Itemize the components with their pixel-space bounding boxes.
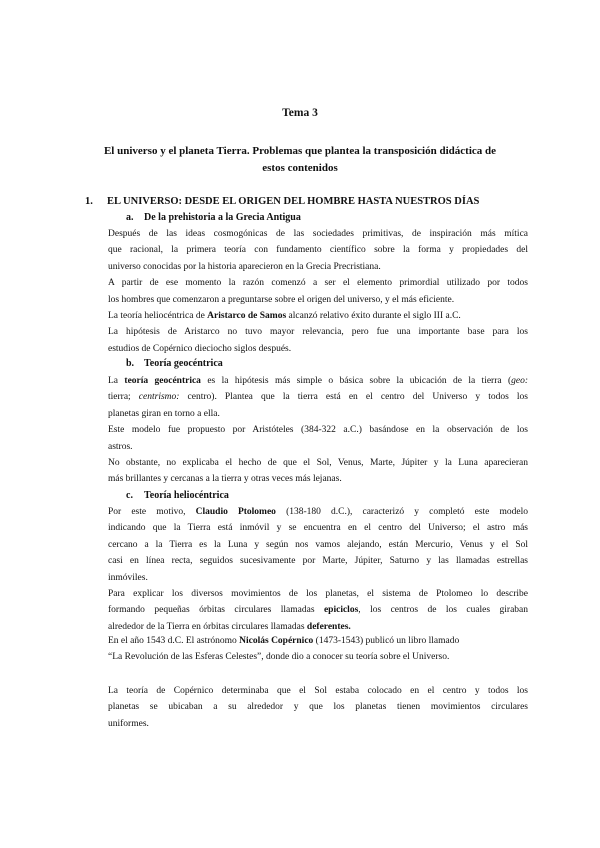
text-line: universo conocidas por la historia aparecieron en la Grecia Precristiana. <box>108 261 381 272</box>
text-line: En el año 1543 d.C. El astrónomo Nicolás Copérnico (1473-1543) publicó un libro llamado <box>108 636 460 646</box>
subsection-c-heading <box>126 490 229 501</box>
text-line: Por este motivo, Claudio Ptolomeo (138-180 d.C.), caracterizó y completó este modelo <box>108 507 528 517</box>
subsection-letter: c. <box>126 490 133 501</box>
text-line: uniformes. <box>108 718 149 729</box>
section-1-heading <box>85 196 479 207</box>
text-line: estudios de Copérnico dieciocho siglos después. <box>108 343 292 354</box>
text-line: inmóviles. <box>108 572 148 583</box>
title-line-1: El universo y el planeta Tierra. Problemas que plantea la transposición didáctica de <box>103 145 497 157</box>
copernico-name: Nicolás Copérnico <box>239 636 314 646</box>
text-line: planetas giran en torno a ella. <box>108 408 220 419</box>
text-line: indicando que la Tierra está inmóvil y se encuentra en el centro del Universo; el astro más <box>108 523 528 534</box>
text-line: más brillantes y cercanas a la tierra y otras veces más lejanas. <box>108 474 342 485</box>
text-line: No obstante, no explicaba el hecho de que el Sol, Venus, Marte, Júpiter y la Luna aparecieran <box>108 458 528 469</box>
subsection-a-heading <box>126 212 301 223</box>
text-line: Después de las ideas cosmogónicas de las sociedades primitivas, de inspiración más mítica <box>108 229 528 239</box>
subsection-b-heading <box>126 358 223 369</box>
text-line: La teoría geocéntrica es la hipótesis más simple o básica sobre la ubicación de la tierra (geo: <box>108 376 529 386</box>
text-line: La teoría heliocéntrica de Aristarco de Samos alcanzó relativo éxito durante el siglo III a.C. <box>108 311 461 322</box>
epiciclos-term: epiciclos <box>323 605 359 616</box>
subsection-c-body <box>108 504 528 635</box>
text-line: La hipótesis de Aristarco no tuvo mayor relevancia, pero fue una importante base para los <box>108 327 528 338</box>
text-line: formando pequeñas órbitas circulares llamadas epiciclos, los centros de los cuales giraban <box>108 605 529 616</box>
subsection-a-body <box>108 226 528 357</box>
text-line: A partir de ese momento la razón comenzó a ser el elemento primordial utilizado por todos <box>108 278 528 289</box>
text-line: astros. <box>108 441 133 452</box>
text-line: La teoría de Copérnico determinaba que el Sol estaba colocado en el centro y todos los <box>108 686 528 696</box>
subsection-title: Teoría heliocéntrica <box>144 490 229 501</box>
subsection-letter: b. <box>126 358 135 369</box>
text-line: planetas se ubicaban a su alrededor y que los planetas tienen movimientos circulares <box>108 702 528 713</box>
tema-heading: Tema 3 <box>282 107 318 119</box>
title-line-2: estos contenidos <box>262 162 338 174</box>
section-title: EL UNIVERSO: DESDE EL ORIGEN DEL HOMBRE HASTA NUESTROS DÍAS <box>107 196 480 207</box>
copernico-paragraph <box>108 633 528 666</box>
text-line: alrededor de la Tierra en órbitas circulares llamadas deferentes. <box>108 621 351 632</box>
text-line: tierra; centrismo: centro). Plantea que la tierra está en el centro del Universo y todos los <box>108 392 528 403</box>
text-line: “La Revolución de las Esferas Celestes”, donde dio a conocer su teoría sobre el Universo. <box>108 652 450 663</box>
geocentric-term: teoría geocéntrica <box>124 376 201 386</box>
text-line: Para explicar los diversos movimientos de los planetas, el sistema de Ptolomeo lo describe <box>108 589 528 600</box>
text-line: los hombres que comenzaron a preguntarse sobre el origen del universo, y el más eficiente. <box>108 294 455 305</box>
subsection-title: Teoría geocéntrica <box>144 358 223 369</box>
ptolomeo-name: Claudio Ptolomeo <box>195 507 276 517</box>
text-line: cercano a la Tierra es la Luna y según nos vamos alejando, están Mercurio, Venus y el Sol <box>108 539 528 550</box>
subsection-title: De la prehistoria a la Grecia Antigua <box>144 212 301 223</box>
text-line: Este modelo fue propuesto por Aristóteles (384-322 a.C.) basándose en la observación de los <box>108 425 528 436</box>
aristarco-name: Aristarco de Samos <box>207 311 287 322</box>
text-line: casi en línea recta, seguidos sucesivamente por Marte, Júpiter, Saturno y las llamadas estrellas <box>108 556 528 567</box>
subsection-letter: a. <box>126 212 134 223</box>
document-title <box>70 143 530 177</box>
section-number: 1. <box>85 196 93 207</box>
text-line: que racional, la primera teoría con fundamento científico sobre la forma y propiedades del <box>108 245 528 256</box>
copernico-theory-paragraph <box>108 683 528 732</box>
subsection-b-body <box>108 373 528 488</box>
deferentes-term: deferentes. <box>306 621 351 632</box>
